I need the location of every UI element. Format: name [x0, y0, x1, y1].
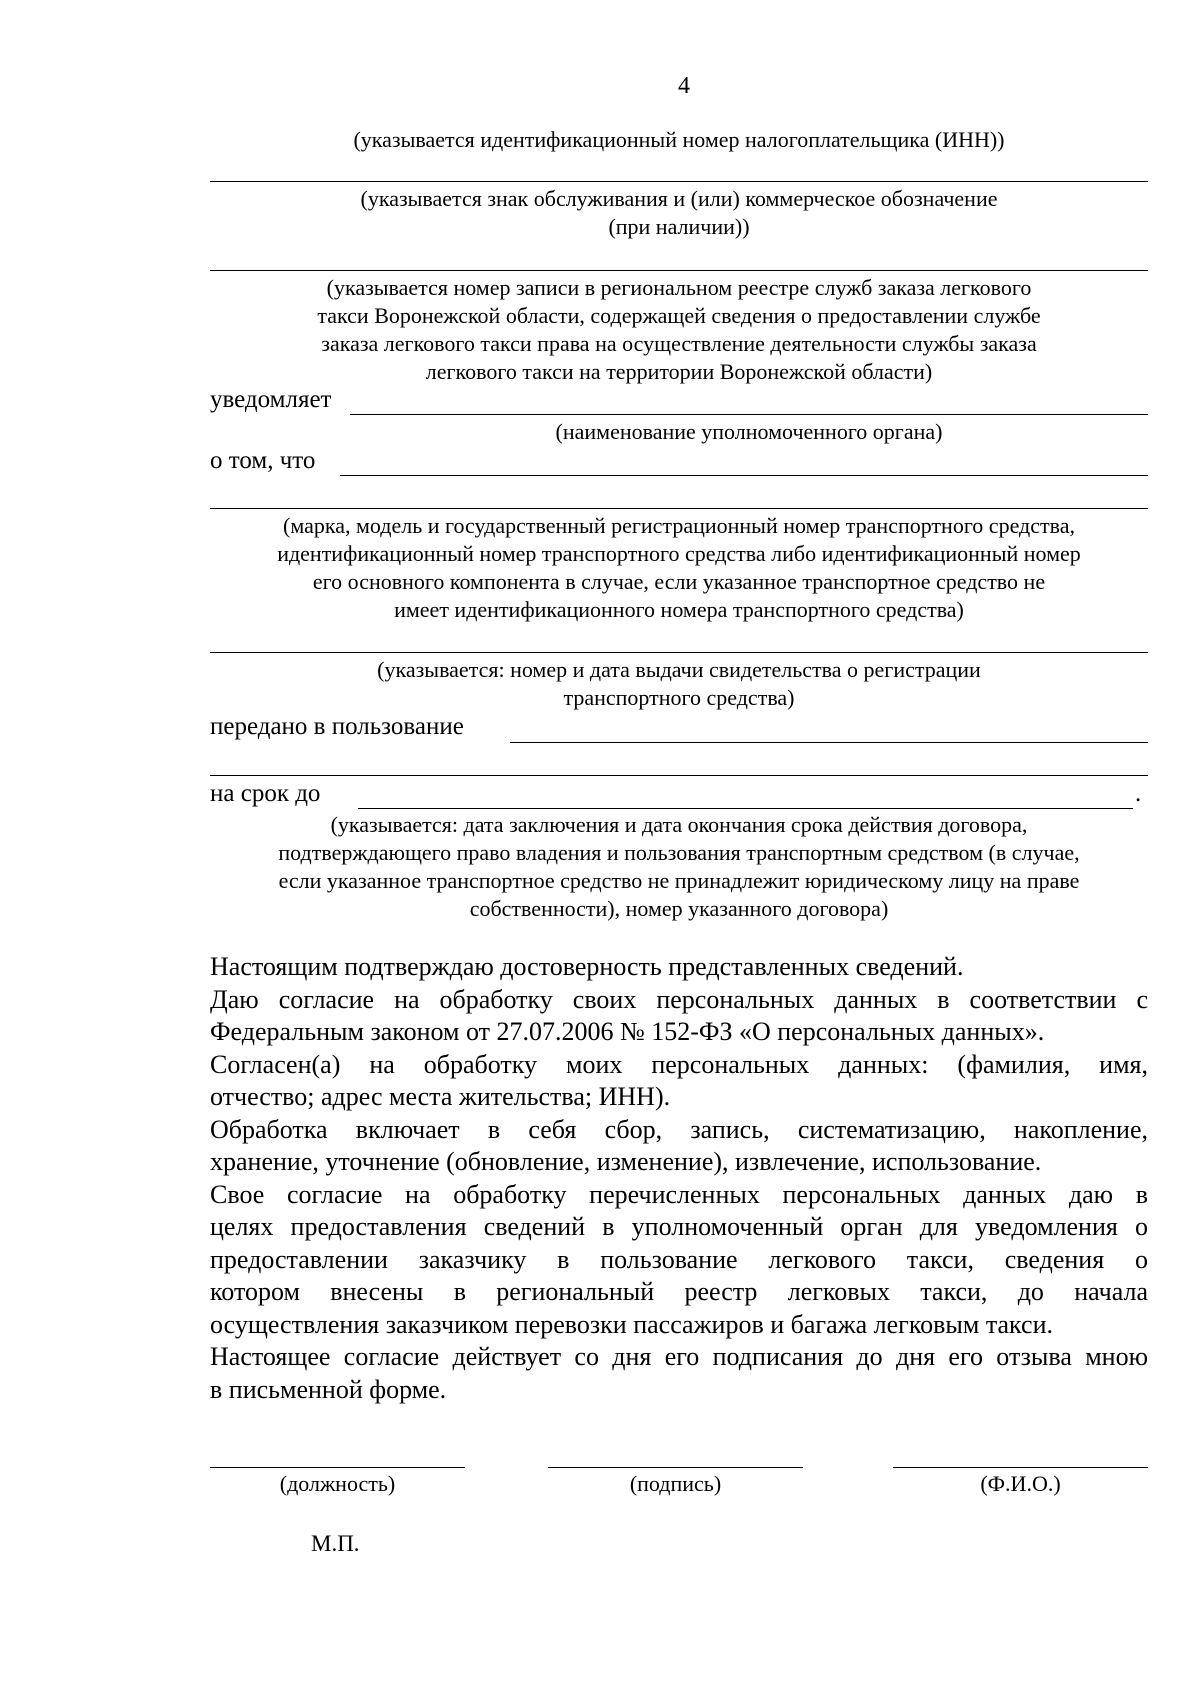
consent-line: Настоящее согласие действует со дня его подписания до дня его отзыва мною: [210, 1342, 1148, 1371]
caption-vehicle-4: имеет идентификационного номера транспортного средства): [394, 597, 964, 622]
label-term-until: на срок до: [210, 780, 321, 807]
consent-line: Свое согласие на обработку перечисленных персональных данных даю в: [210, 1179, 1148, 1209]
caption-vehicle-3: его основного компонента в случае, если указанное транспортное средство не: [312, 569, 1046, 594]
signature-sign-line[interactable]: [548, 1467, 803, 1468]
field-service-mark-line[interactable]: [210, 181, 1148, 182]
consent-line: отчество; адрес места жительства; ИНН).: [210, 1082, 671, 1111]
consent-line: осуществления заказчиком перевозки пассажиров и багажа легковым такси.: [210, 1309, 1053, 1339]
caption-certificate-1: (указывается: номер и дата выдачи свидетельства о регистрации: [377, 657, 981, 682]
consent-line: хранение, уточнение (обновление, изменение), извлечение, использование.: [210, 1147, 1042, 1176]
consent-line: Федеральным законом от 27.07.2006 № 152-ФЗ «О персональных данных».: [210, 1017, 1045, 1046]
caption-registry-3: заказа легкового такси права на осуществление деятельности службы заказа: [321, 331, 1037, 356]
caption-certificate-2: транспортного средства): [563, 685, 795, 710]
caption-contract-1: (указывается: дата заключения и дата окончания срока действия договора,: [330, 812, 1028, 837]
caption-position: (должность): [279, 1471, 396, 1496]
caption-registry-4: легкового такси на территории Воронежской области): [425, 359, 933, 384]
field-about-that-line[interactable]: [340, 475, 1148, 476]
caption-contract-4: собственности), номер указанного договора): [469, 896, 889, 921]
caption-service-mark-2: (при наличии)): [608, 214, 750, 239]
signature-position-line[interactable]: [210, 1467, 465, 1468]
term-period: .: [1135, 780, 1142, 807]
consent-line: Даю согласие на обработку своих персональных данных в соответствии с: [210, 984, 1148, 1014]
field-certificate-line[interactable]: [210, 652, 1148, 653]
caption-full-name: (Ф.И.О.): [980, 1471, 1061, 1496]
page-number: 4: [678, 73, 690, 99]
consent-line: предоставлении заказчику в пользование легкового такси, сведения о: [210, 1244, 1148, 1274]
caption-signature: (подпись): [629, 1471, 722, 1496]
seal-placeholder: М.П.: [311, 1531, 360, 1556]
label-transferred: передано в пользование: [210, 713, 464, 740]
field-term-until-line[interactable]: [358, 808, 1133, 809]
consent-block: [210, 951, 1148, 1406]
field-transferred-line[interactable]: [510, 742, 1148, 743]
caption-authority: (наименование уполномоченного органа): [555, 419, 943, 444]
label-notifies: уведомляет: [210, 386, 332, 413]
label-about-that: о том, что: [210, 447, 316, 474]
caption-registry-1: (указывается номер записи в региональном реестре служб заказа легкового: [326, 275, 1032, 300]
signature-name-line[interactable]: [893, 1467, 1148, 1468]
consent-line: Согласен(а) на обработку моих персональных данных: (фамилия, имя,: [210, 1049, 1148, 1079]
consent-line: Обработка включает в себя сбор, запись, систематизацию, накопление,: [210, 1114, 1148, 1144]
field-authority-line[interactable]: [350, 414, 1148, 415]
caption-registry-2: такси Воронежской области, содержащей сведения о предоставлении службе: [317, 303, 1041, 328]
caption-inn: (указывается идентификационный номер налогоплательщика (ИНН)): [353, 127, 1005, 152]
caption-service-mark-1: (указывается знак обслуживания и (или) коммерческое обозначение: [360, 186, 998, 211]
caption-contract-2: подтверждающего право владения и пользования транспортным средством (в случае,: [278, 840, 1080, 865]
field-transferred-line-2[interactable]: [210, 775, 1148, 776]
consent-line: Настоящим подтверждаю достоверность представленных сведений.: [210, 952, 964, 981]
caption-vehicle-1: (марка, модель и государственный регистрационный номер транспортного средства,: [283, 513, 1075, 538]
field-vehicle-line[interactable]: [210, 508, 1148, 509]
consent-line: котором внесены в региональный реестр легковых такси, до начала: [210, 1277, 1148, 1306]
caption-vehicle-2: идентификационный номер транспортного средства либо идентификационный номер: [277, 541, 1081, 566]
field-registry-line[interactable]: [210, 270, 1148, 271]
caption-contract-3: если указанное транспортное средство не принадлежит юридическому лицу на праве: [278, 868, 1080, 893]
consent-line: в письменной форме.: [210, 1374, 447, 1404]
consent-line: целях предоставления сведений в уполномоченный орган для уведомления о: [210, 1212, 1148, 1241]
